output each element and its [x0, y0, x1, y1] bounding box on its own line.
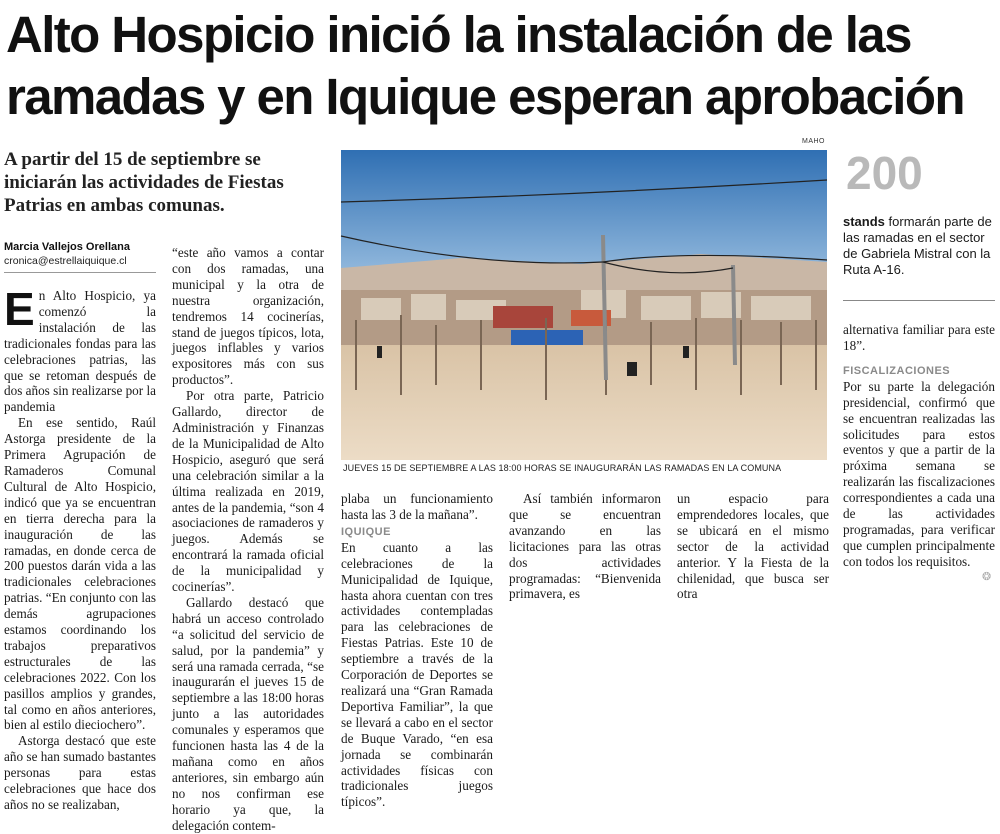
headline-line-2: ramadas y en Iquique esperan aprobación: [6, 68, 964, 125]
paragraph: Por su parte la delegación presidencial, confirmó que se encuentran realizadas las solicitudes para estos eventos y que a partir de la próxima semana se realizarán las fiscalizaciones correspondientes a cada una de las actividades programadas, para verificar que cumplen principalmente con todos los requisitos.: [843, 378, 995, 569]
stat-text: formarán parte de las ramadas en el sector de Gabriela Mistral con la Ruta A-16.: [843, 214, 992, 277]
headline-line-1: Alto Hospicio inició la instalación de las: [6, 6, 911, 63]
ramadas-photo: [341, 150, 827, 460]
stat-divider: [843, 300, 995, 301]
paragraph: Astorga destacó que este año se han sumado bastantes personas para estas celebraciones que hace dos años no se realizaban,: [4, 733, 156, 812]
byline: [4, 240, 159, 268]
body-column-5: [677, 491, 829, 602]
section-subhead-iquique: IQUIQUE: [341, 525, 391, 538]
photo-credit: MAHO: [802, 138, 825, 145]
body-column-1: [4, 283, 156, 818]
stat-description: [843, 214, 993, 278]
section-subhead-fiscalizaciones: FISCALIZACIONES: [843, 364, 951, 377]
body-column-4: [509, 491, 661, 602]
paragraph: un espacio para emprendedores locales, que se ubicará en el mismo sector de la actividad anterior. Y la Fiesta de la chilenidad, que busca ser otra: [677, 491, 829, 602]
end-of-article-icon: ❂: [982, 570, 992, 583]
paragraph: [4, 283, 156, 415]
paragraph: En ese sentido, Raúl Astorga presidente de la Primera Agrupación de Ramaderos Comunal Cultural de Alto Hospicio, indicó que ya se encuentran en tierra derecha para la inauguración de las ramadas, en donde cerca de 200 puestos darán vida a las tradicionales celebraciones patrias. “En conjunto con las demás agrupaciones estamos coordinando los trabajos preparativos estructurales de las celebraciones 2022. Con los pasillos amplios y grandes, tal como en años anteriores, bien al estilo dieciochero”.: [4, 415, 156, 733]
paragraph: alternativa familiar para este 18”.: [843, 322, 995, 353]
body-column-6: [843, 322, 995, 592]
body-column-2: [172, 245, 324, 833]
photo-illustration: [341, 150, 827, 460]
photo-caption: JUEVES 15 DE SEPTIEMBRE A LAS 18:00 HORAS SE INAUGURARÁN LAS RAMADAS EN LA COMUNA: [343, 463, 782, 473]
paragraph-text: n Alto Hospicio, ya comenzó la instalación de las tradicionales fondas para las celebraciones patrias, las que se retoman después de dos años sin realizarse por la pandemia: [4, 288, 156, 415]
paragraph: plaba un funcionamiento hasta las 3 de la mañana”.: [341, 491, 493, 522]
paragraph: En cuanto a las celebraciones de la Municipalidad de Iquique, hasta ahora cuentan con tres actividades contempladas para las celebraciones de Fiestas Patrias. Este 10 de septiembre a través de la Corporación de Deportes se realizará una “Gran Ramada Deportiva Familiar”, la que se llevará a cabo en el sector de Buque Varado, “en esa jornada se combinarán actividades físicas con tradicionales juegos típicos”.: [341, 539, 493, 810]
author-email[interactable]: cronica@estrellaiquique.cl: [4, 255, 127, 267]
author-name: Marcia Vallejos Orellana: [4, 241, 130, 253]
stat-lead: stands: [843, 214, 885, 229]
drop-cap: E: [4, 283, 35, 335]
paragraph: “este año vamos a contar con dos ramadas, una municipal y la otra de nuestra organización, tendremos 14 cocinerías, stand de juegos típicos, lota, juegos inflables y varios expositores más con sus productos”.: [172, 245, 324, 388]
byline-divider: [4, 272, 156, 273]
stat-number: 200: [846, 147, 923, 199]
body-column-3: [341, 491, 493, 818]
paragraph: Gallardo destacó que habrá un acceso controlado “a solicitud del servicio de salud, por la pandemia” y será una ramada cerrada, “se inaugurarán el jueves 15 de septiembre a las 18:00 horas junto a las autoridades comunales y esperamos que funcionen hasta las 4 de la mañana como en años anteriores, sin embargo aún no nos confirman ese horario ya que, la delegación contem-: [172, 594, 324, 833]
paragraph: Así también informaron que se encuentran avanzando en las licitaciones para las otras dos actividades programadas: “Bienvenida primavera, es: [509, 491, 661, 602]
deck: A partir del 15 de septiembre se iniciarán las actividades de Fiestas Patrias en ambas comunas.: [4, 149, 284, 216]
headline: [6, 4, 996, 128]
paragraph: Por otra parte, Patricio Gallardo, director de Administración y Finanzas de la Municipalidad de Alto Hospicio, aseguró que será una celebración similar a la última realizada en 2019, antes de la pandemia, “son 4 asociaciones de ramaderos y juegos. Además se encontrará la ramada oficial de la municipalidad y cocinerías”.: [172, 388, 324, 595]
